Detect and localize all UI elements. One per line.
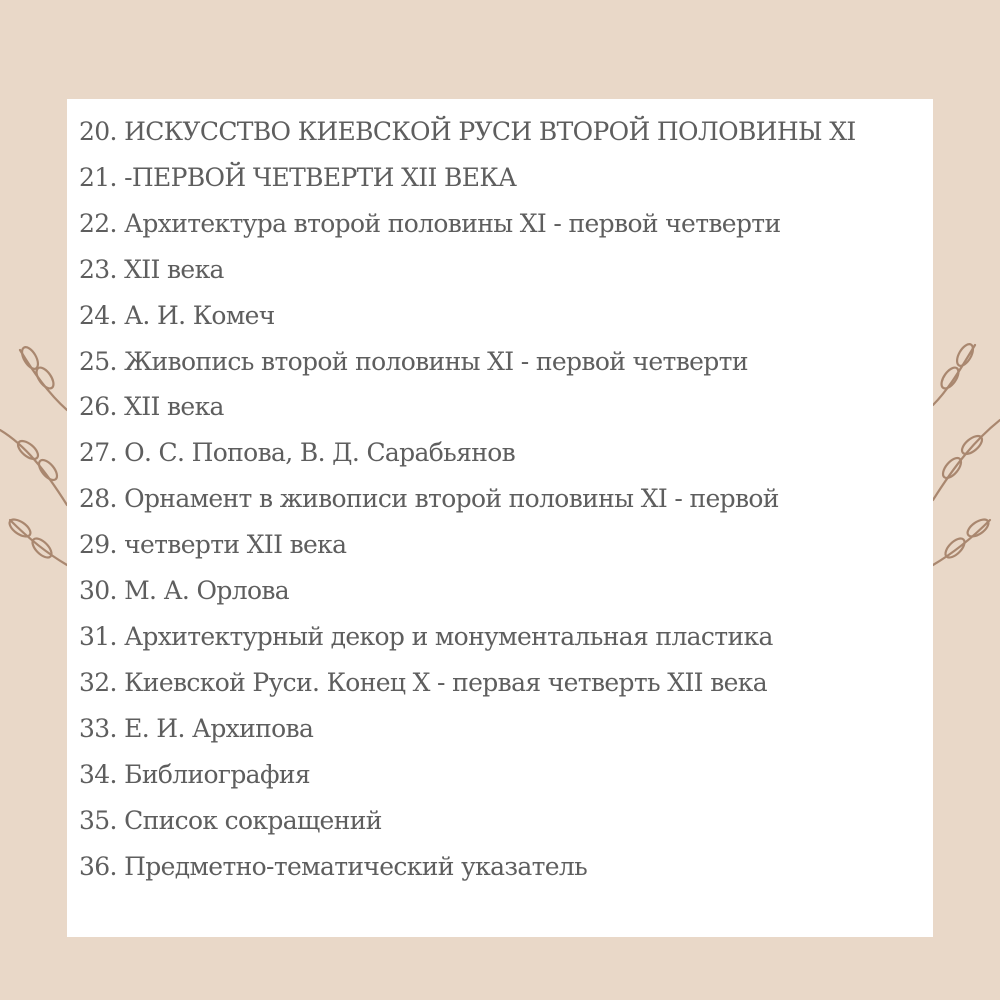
left-bud (36, 457, 61, 483)
right-bud (959, 433, 985, 458)
contents-line: 35. Список сокращений (79, 805, 382, 835)
left-bud (33, 365, 57, 392)
contents-line: 20. ИСКУССТВО КИЕВСКОЙ РУСИ ВТОРОЙ ПОЛОВИНЫ XI (79, 117, 856, 146)
contents-line: 21. -ПЕРВОЙ ЧЕТВЕРТИ XII ВЕКА (79, 162, 517, 192)
contents-line: 22. Архитектура второй половины XI - первой четверти (79, 208, 781, 238)
contents-line: 27. О. С. Попова, В. Д. Сарабьянов (79, 438, 516, 468)
contents-line: 36. Предметно-тематический указатель (79, 851, 588, 881)
contents-line: 34. Библиография (79, 759, 310, 789)
left-branch-twig-2 (20, 350, 67, 410)
right-branch-twig (933, 520, 990, 565)
left-branch-twig (10, 520, 67, 565)
contents-line: 28. Орнамент в живописи второй половины XI - первой (79, 484, 779, 514)
left-branch-stem (0, 430, 67, 505)
contents-line: 32. Киевской Руси. Конец X - первая четверть XII века (79, 667, 767, 697)
contents-card (67, 99, 933, 937)
contents-line: 23. XII века (79, 254, 224, 284)
contents-line: 24. А. И. Комеч (79, 300, 275, 330)
right-bud (942, 535, 967, 560)
right-bud (965, 516, 992, 540)
contents-line: 30. М. А. Орлова (79, 576, 290, 606)
contents-line: 31. Архитектурный декор и монументальная пластика (79, 621, 773, 651)
contents-line: 26. XII века (79, 392, 224, 422)
left-bud (7, 516, 34, 540)
left-bud (15, 438, 41, 463)
contents-line: 33. Е. И. Архипова (79, 713, 314, 743)
contents-line: 25. Живопись второй половины XI - первой четверти (79, 346, 748, 376)
right-bud (954, 342, 976, 369)
right-bud (940, 455, 965, 481)
contents-line: 29. четверти XII века (79, 530, 347, 560)
right-branch-stem (933, 420, 1000, 500)
right-bud (938, 365, 962, 392)
right-branch-twig-2 (933, 345, 975, 405)
